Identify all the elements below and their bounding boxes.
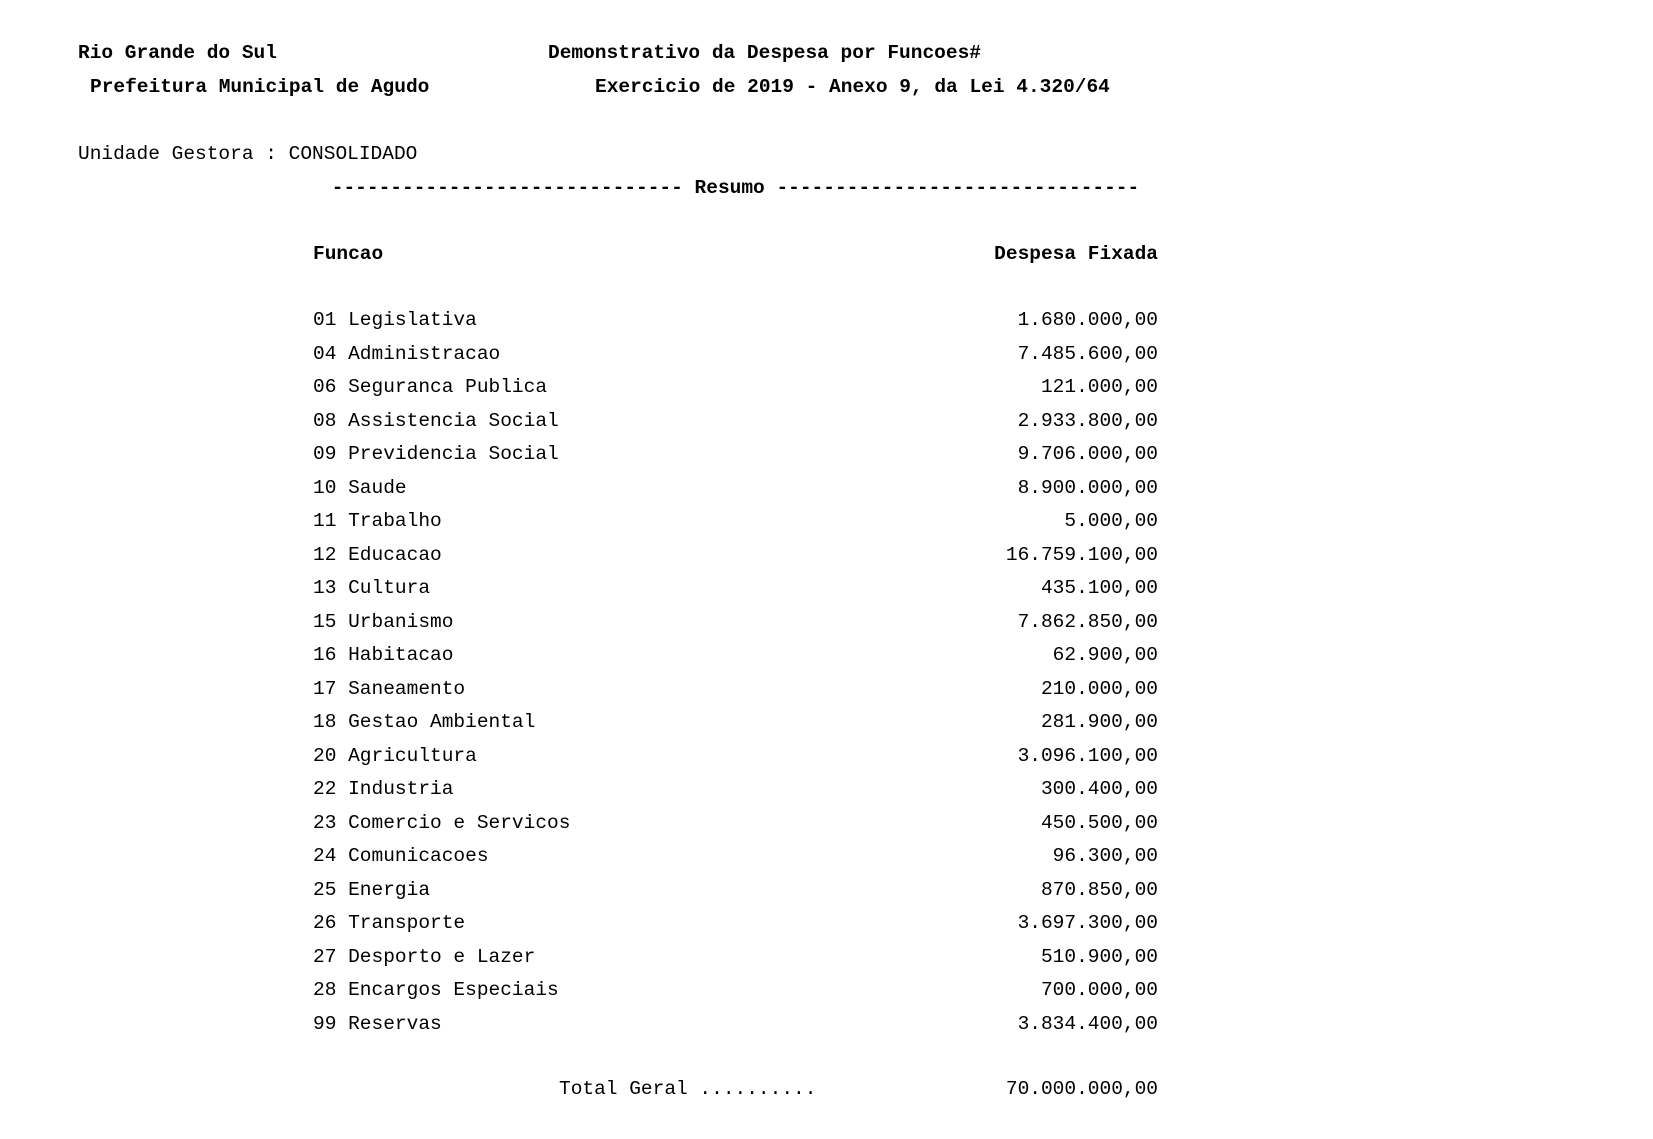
table-row xyxy=(313,476,1158,510)
funcao-label: 24 Comunicacoes xyxy=(313,845,489,867)
funcao-label: 08 Assistencia Social xyxy=(313,409,559,432)
despesa-value: 870.850,00 xyxy=(1040,878,1158,901)
table-row xyxy=(313,945,1158,979)
despesa-value: 3.834.400,00 xyxy=(1017,1012,1158,1035)
funcao-label: 12 Educacao xyxy=(313,543,442,566)
table-row xyxy=(313,710,1158,744)
funcao-label: 18 Gestao Ambiental xyxy=(313,711,536,733)
despesa-value: 62.900,00 xyxy=(1052,644,1158,666)
despesa-value: 2.933.800,00 xyxy=(1017,409,1158,432)
despesa-value: 96.300,00 xyxy=(1052,845,1158,867)
despesa-value: 7.485.600,00 xyxy=(1017,342,1158,365)
funcao-label: 23 Comercio e Servicos xyxy=(313,811,571,834)
table-row xyxy=(313,509,1158,543)
despesa-value: 700.000,00 xyxy=(1040,979,1158,1001)
municipality-name: Prefeitura Municipal de Agudo xyxy=(90,76,430,98)
table-row xyxy=(313,409,1158,443)
column-header-despesa-fixada: Despesa Fixada xyxy=(994,243,1158,265)
table-row xyxy=(313,777,1158,811)
table-row xyxy=(313,978,1158,1012)
table-row xyxy=(313,744,1158,778)
despesa-value: 510.900,00 xyxy=(1040,945,1158,968)
unidade-gestora: Unidade Gestora : CONSOLIDADO xyxy=(78,143,418,165)
table-row xyxy=(313,844,1158,878)
section-rule-resumo: ------------------------------ Resumo ------------------------------- xyxy=(331,177,1140,199)
table-row xyxy=(313,643,1158,677)
funcao-label: 20 Agricultura xyxy=(313,744,477,767)
despesa-value: 210.000,00 xyxy=(1040,677,1158,700)
funcao-label: 22 Industria xyxy=(313,778,454,800)
despesa-value: 7.862.850,00 xyxy=(1017,610,1158,633)
funcao-label: 27 Desporto e Lazer xyxy=(313,945,536,968)
table-row xyxy=(313,677,1158,711)
funcao-label: 11 Trabalho xyxy=(313,510,442,532)
column-header-funcao: Funcao xyxy=(313,243,384,265)
table-row xyxy=(313,543,1158,577)
funcao-label: 26 Transporte xyxy=(313,912,466,934)
despesa-value: 1.680.000,00 xyxy=(1017,309,1158,331)
funcao-label: 06 Seguranca Publica xyxy=(313,376,548,398)
funcao-label: 16 Habitacao xyxy=(313,644,454,666)
funcao-label: 28 Encargos Especiais xyxy=(313,979,559,1001)
despesa-value: 450.500,00 xyxy=(1040,811,1158,834)
despesa-value: 121.000,00 xyxy=(1040,376,1158,398)
table-row xyxy=(313,375,1158,409)
funcao-label: 10 Saude xyxy=(313,476,407,499)
state-name: Rio Grande do Sul xyxy=(78,42,277,64)
despesa-value: 3.096.100,00 xyxy=(1017,744,1158,767)
report-title: Demonstrativo da Despesa por Funcoes# xyxy=(548,42,981,64)
despesa-value: 300.400,00 xyxy=(1040,778,1158,800)
despesa-value: 281.900,00 xyxy=(1040,711,1158,733)
despesa-value: 3.697.300,00 xyxy=(1017,912,1158,934)
funcoes-table xyxy=(313,308,1158,1045)
funcao-label: 04 Administracao xyxy=(313,342,501,365)
total-value: 70.000.000,00 xyxy=(1005,1078,1158,1100)
funcao-label: 09 Previdencia Social xyxy=(313,443,559,465)
funcao-label: 13 Cultura xyxy=(313,577,431,599)
funcao-label: 01 Legislativa xyxy=(313,309,477,331)
despesa-value: 16.759.100,00 xyxy=(1005,543,1158,566)
total-label: Total Geral .......... xyxy=(559,1078,817,1100)
table-row xyxy=(313,308,1158,342)
report-subtitle: Exercicio de 2019 - Anexo 9, da Lei 4.320/64 xyxy=(595,76,1110,98)
funcao-label: 17 Saneamento xyxy=(313,677,466,700)
table-row xyxy=(313,1012,1158,1046)
funcao-label: 99 Reservas xyxy=(313,1012,442,1035)
despesa-value: 435.100,00 xyxy=(1040,577,1158,599)
despesa-value: 8.900.000,00 xyxy=(1017,476,1158,499)
despesa-value: 5.000,00 xyxy=(1064,510,1158,532)
table-row xyxy=(313,576,1158,610)
table-row xyxy=(313,342,1158,376)
table-row xyxy=(313,442,1158,476)
funcao-label: 25 Energia xyxy=(313,878,431,901)
table-row xyxy=(313,610,1158,644)
funcao-label: 15 Urbanismo xyxy=(313,610,454,633)
table-row xyxy=(313,911,1158,945)
table-row xyxy=(313,811,1158,845)
table-row xyxy=(313,878,1158,912)
despesa-value: 9.706.000,00 xyxy=(1017,443,1158,465)
